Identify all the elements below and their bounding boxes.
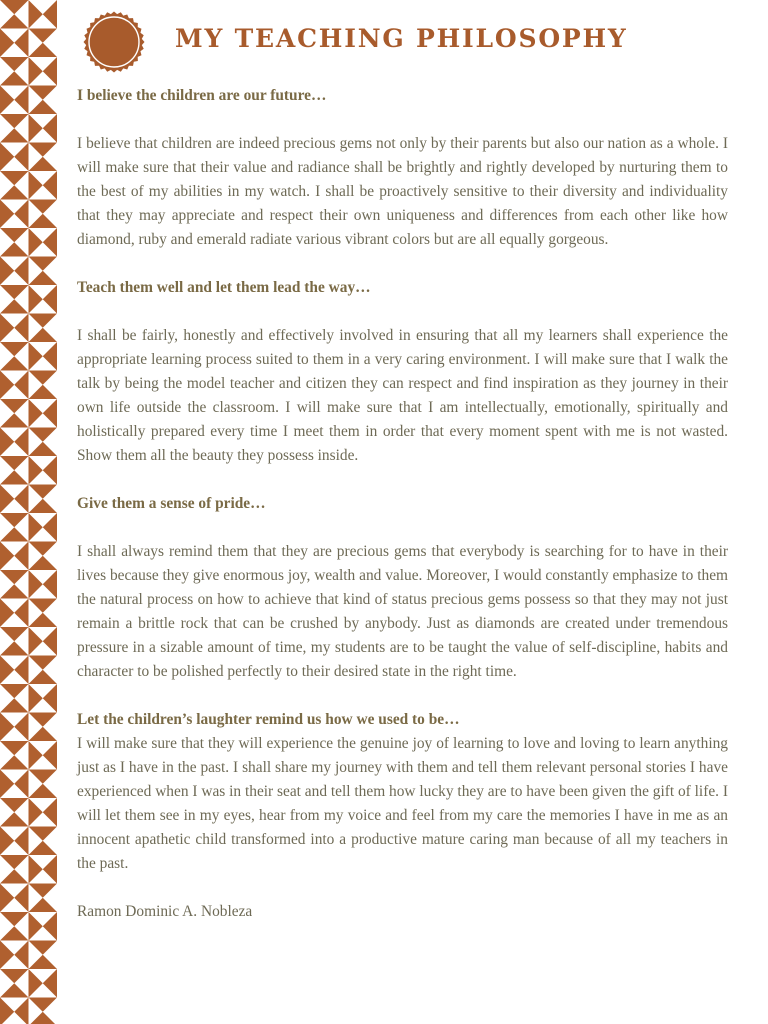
border-tile xyxy=(29,513,43,542)
border-tile xyxy=(0,884,14,913)
border-tile xyxy=(29,43,58,57)
border-tile xyxy=(0,0,29,14)
border-tile xyxy=(29,271,58,285)
border-tile xyxy=(0,827,14,856)
page-title: MY TEACHING PHILOSOPHY xyxy=(175,24,628,53)
seal-outer-edge xyxy=(84,12,145,73)
border-tile xyxy=(14,314,28,343)
border-tile xyxy=(29,442,58,456)
border-tile xyxy=(0,456,29,470)
border-tile xyxy=(0,257,14,286)
border-tile xyxy=(14,257,28,286)
border-tile xyxy=(0,399,29,413)
section-body-pride: I shall always remind them that they are precious gems that everybody is searching for to have in their lives because they give enormous joy, wealth and value. Moreover, I would constantly emphasize to them the natural process on how to achieve that kind of status precious gems possess so that they may not just remain a brittle rock that can be crushed by anybody. Just as diamonds are created under tremendous pressure in a sizable amount of time, my students are to be taught the value of self-discipline, habits and character to be polished perfectly to their desired state in the right time. xyxy=(77,543,728,680)
border-tile xyxy=(29,684,43,713)
border-tile xyxy=(43,0,57,29)
border-tile xyxy=(0,485,14,514)
border-tile xyxy=(0,57,29,71)
border-tile xyxy=(0,684,29,698)
author-signature: Ramon Dominic A. Nobleza xyxy=(77,903,253,920)
border-tile xyxy=(29,57,43,86)
section-heading-lead: Teach them well and let them lead the way… xyxy=(77,279,371,296)
border-tile xyxy=(0,299,29,313)
border-tile xyxy=(43,171,57,200)
border-tile xyxy=(29,143,58,157)
border-tile xyxy=(0,926,29,940)
border-tile xyxy=(29,955,58,969)
border-tile xyxy=(29,542,58,556)
border-tile xyxy=(0,941,14,970)
border-tile xyxy=(14,485,28,514)
border-tile xyxy=(14,884,28,913)
border-tile xyxy=(0,513,29,527)
border-tile xyxy=(0,584,29,598)
border-tile xyxy=(29,627,43,656)
border-tile xyxy=(29,912,43,941)
border-tile xyxy=(0,713,14,742)
border-tile xyxy=(29,0,43,29)
border-tile xyxy=(0,371,14,400)
border-tile xyxy=(0,314,14,343)
border-tile xyxy=(29,456,43,485)
border-tile xyxy=(14,428,28,457)
border-tile xyxy=(29,328,58,342)
border-tile xyxy=(29,969,43,998)
border-tile xyxy=(29,257,58,271)
border-tile xyxy=(43,57,57,86)
border-tile xyxy=(0,413,29,427)
border-tile xyxy=(0,741,29,755)
border-tile xyxy=(0,798,29,812)
border-tile xyxy=(29,798,43,827)
border-tile xyxy=(43,228,57,257)
border-tile xyxy=(14,941,28,970)
border-tile xyxy=(0,656,14,685)
border-tile xyxy=(29,371,58,385)
border-tile xyxy=(29,570,43,599)
border-tile xyxy=(14,143,28,172)
border-tile xyxy=(14,86,28,115)
border-tile xyxy=(29,29,58,43)
border-tile xyxy=(29,827,58,841)
scalloped-seal-icon xyxy=(83,11,145,73)
border-tile xyxy=(0,71,29,85)
border-tile xyxy=(0,698,29,712)
section-body-lead: I shall be fairly, honestly and effectively involved in ensuring that all my learners shall experience the appropriate learning process suited to them in a very caring environment. I will make sure that I walk the talk by being the model teacher and citizen they can respect and find inspiration as they journey in their own life outside the classroom. I will make sure that I am intellectually, emotionally, spiritually and holistically prepared every time I meet them in order that every moment spent with me is not wasted. Show them all the beauty they possess inside. xyxy=(77,327,728,464)
border-tile xyxy=(43,114,57,143)
border-tile xyxy=(14,713,28,742)
philosophy-content xyxy=(77,84,728,924)
border-tile xyxy=(0,770,14,799)
border-tile xyxy=(43,969,57,998)
border-tile xyxy=(0,812,29,826)
border-tile xyxy=(0,242,29,256)
border-tile xyxy=(43,627,57,656)
border-tile xyxy=(0,29,14,58)
border-tile xyxy=(0,542,14,571)
border-tile xyxy=(29,855,43,884)
border-tile xyxy=(0,143,14,172)
border-tile xyxy=(29,613,58,627)
border-tile xyxy=(14,542,28,571)
border-tile xyxy=(29,898,58,912)
border-tile xyxy=(29,385,58,399)
border-tile xyxy=(29,314,58,328)
border-tile xyxy=(29,727,58,741)
border-tile xyxy=(29,171,43,200)
border-tile xyxy=(43,399,57,428)
border-tile xyxy=(0,428,14,457)
border-tile xyxy=(29,342,43,371)
section-heading-future: I believe the children are our future… xyxy=(77,87,327,104)
border-tile xyxy=(29,741,43,770)
border-tile xyxy=(29,157,58,171)
pinwheel-triangle-border xyxy=(0,0,57,1024)
border-tile xyxy=(0,285,29,299)
border-tile xyxy=(29,100,58,114)
border-tile xyxy=(0,912,29,926)
border-tile xyxy=(29,200,58,214)
section-body-future: I believe that children are indeed precious gems not only by their parents but also our nation as a whole. I will make sure that their value and radiance shall be brightly and rightly developed by nurturing them to the best of my abilities in my watch. I shall be proactively sensitive to their diversity and individuality that they may appreciate and respect their own uniqueness and differences from each other like how diamond, ruby and emerald radiate various vibrant colors but are all equally gorgeous. xyxy=(77,135,728,248)
border-tile xyxy=(29,114,43,143)
border-tile xyxy=(29,656,58,670)
border-tile xyxy=(0,969,29,983)
border-tile xyxy=(0,228,29,242)
border-tile xyxy=(43,798,57,827)
border-tile xyxy=(29,941,58,955)
border-tile xyxy=(29,556,58,570)
border-tile xyxy=(0,470,29,484)
border-tile xyxy=(29,86,58,100)
border-tile xyxy=(29,884,58,898)
border-tile xyxy=(14,998,28,1024)
border-tile xyxy=(29,428,58,442)
border-tile xyxy=(43,855,57,884)
border-tile xyxy=(43,456,57,485)
border-tile xyxy=(29,214,58,228)
border-tile xyxy=(29,599,58,613)
border-tile xyxy=(0,185,29,199)
border-tile xyxy=(29,499,58,513)
border-tile xyxy=(14,599,28,628)
border-tile xyxy=(29,841,58,855)
border-tile xyxy=(0,86,14,115)
border-tile xyxy=(29,670,58,684)
border-tile xyxy=(0,342,29,356)
border-tile xyxy=(29,228,43,257)
border-tile xyxy=(14,770,28,799)
border-tile xyxy=(0,114,29,128)
border-tile xyxy=(43,570,57,599)
border-tile xyxy=(0,855,29,869)
border-tile xyxy=(0,171,29,185)
border-tile xyxy=(43,684,57,713)
border-tile xyxy=(0,14,29,28)
border-tile xyxy=(14,29,28,58)
border-tile xyxy=(43,741,57,770)
border-tile xyxy=(43,912,57,941)
border-tile xyxy=(0,527,29,541)
border-tile xyxy=(14,656,28,685)
border-tile xyxy=(29,1012,58,1024)
border-tile xyxy=(29,784,58,798)
border-tile xyxy=(0,356,29,370)
border-tile xyxy=(0,570,29,584)
border-tile xyxy=(0,869,29,883)
border-tile xyxy=(14,200,28,229)
border-tile xyxy=(0,627,29,641)
border-tile xyxy=(0,128,29,142)
border-tile xyxy=(29,770,58,784)
border-tile xyxy=(29,399,43,428)
border-tile xyxy=(43,342,57,371)
section-body-laughter: I will make sure that they will experience the genuine joy of learning to love and loving to learn anything just as I have in the past. I shall share my journey with them and tell them relevant personal stories I have experienced when I was in their seat and tell them how lucky they are to have been given the gift of life. I will let them see in my eyes, hear from my voice and feel from my care the memories I have in me as an innocent apathetic child transformed into a productive mature caring man because of all my teachers in the past. xyxy=(77,735,728,872)
border-tile xyxy=(0,755,29,769)
border-tile xyxy=(43,285,57,314)
border-tile xyxy=(43,513,57,542)
border-tile xyxy=(0,983,29,997)
border-tile xyxy=(29,485,58,499)
border-tile xyxy=(0,641,29,655)
border-tile xyxy=(14,371,28,400)
section-heading-laughter: Let the children’s laughter remind us how we used to be… xyxy=(77,711,460,728)
section-heading-pride: Give them a sense of pride… xyxy=(77,495,266,512)
border-tile xyxy=(14,827,28,856)
border-tile xyxy=(29,285,43,314)
border-tile xyxy=(29,998,58,1012)
border-tile xyxy=(29,713,58,727)
border-tile xyxy=(0,200,14,229)
border-tile xyxy=(0,599,14,628)
border-tile xyxy=(0,998,14,1024)
